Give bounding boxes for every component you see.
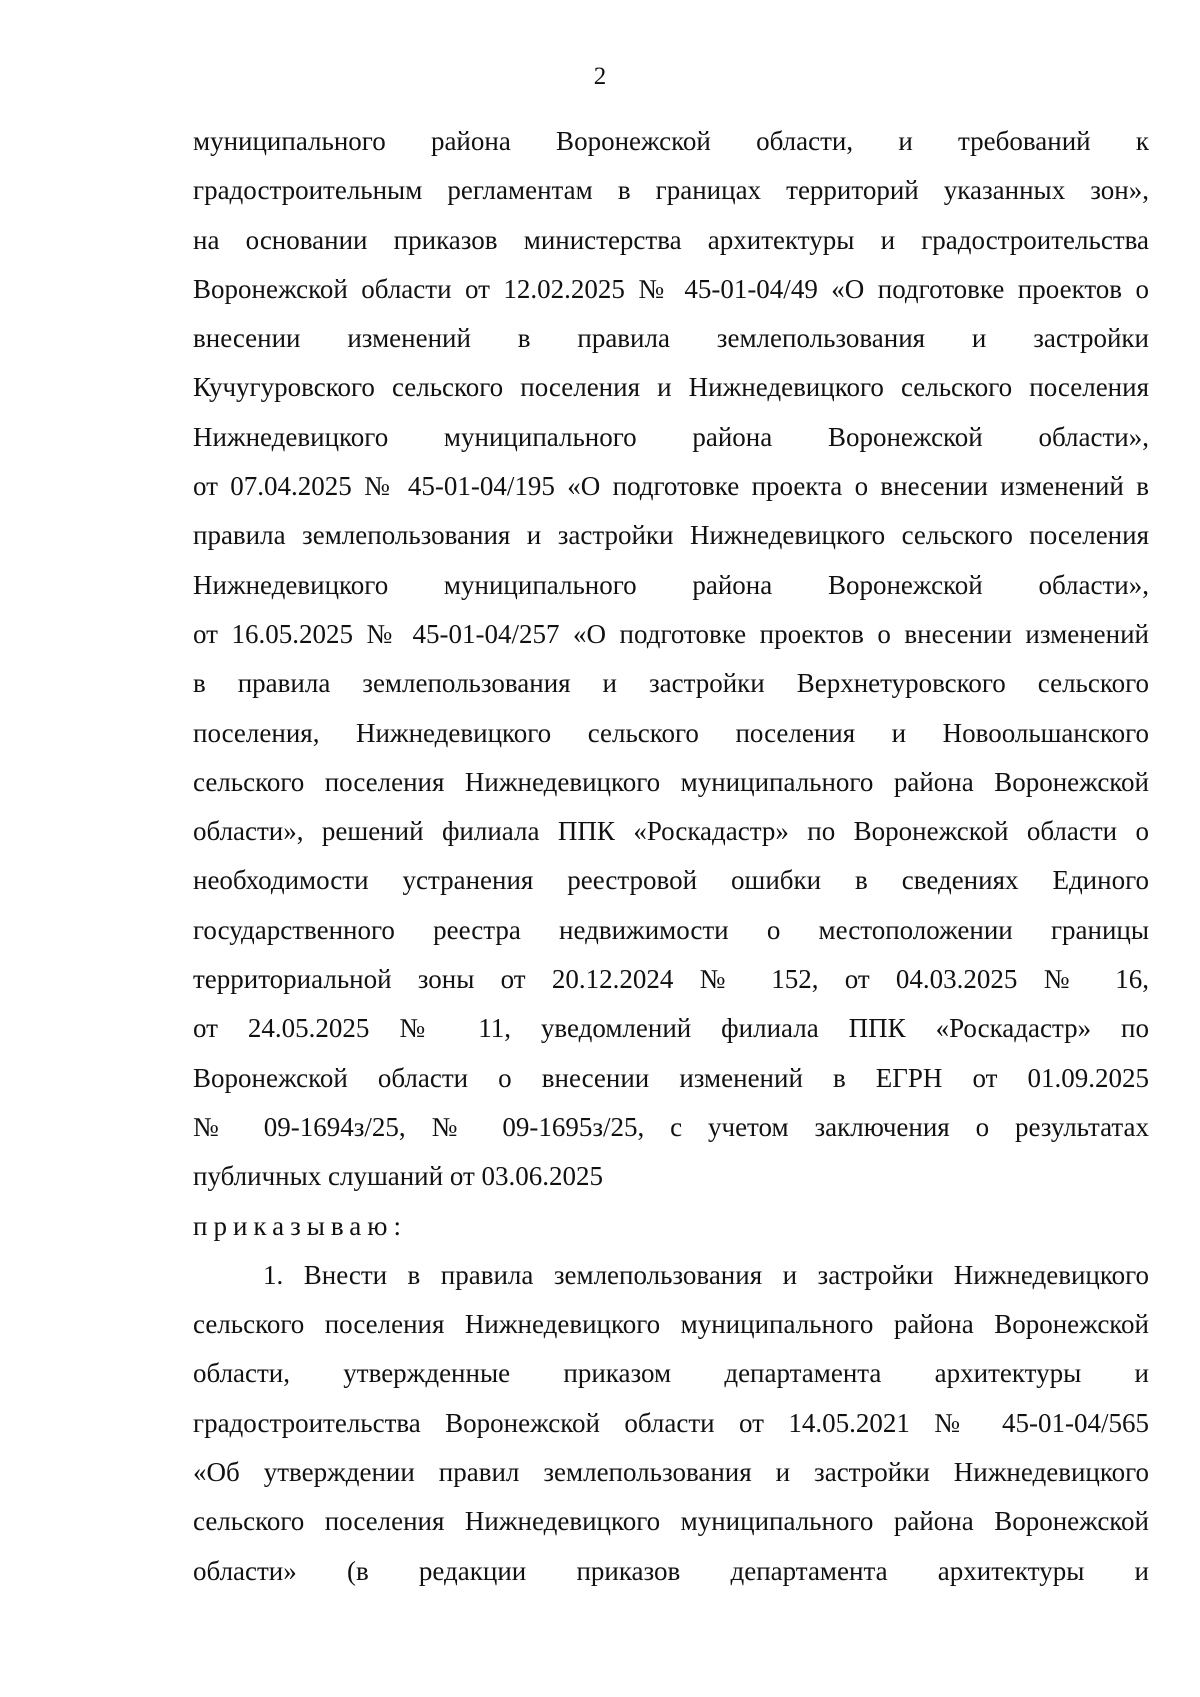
document-body — [193, 117, 1149, 1596]
text-line: сельского поселения Нижнедевицкого муниципального района Воронежской — [193, 766, 1149, 797]
text-line: муниципального района Воронежской области, и требований к — [193, 126, 1149, 156]
text-line: области» (в редакции приказов департамента архитектуры и — [193, 1555, 1149, 1586]
text-line: внесении изменений в правила землепользования и застройки — [193, 323, 1149, 354]
text-line: № 09-1694з/25, № 09-1695з/25, с учетом заключения о результатах — [193, 1111, 1149, 1142]
text-line: «Об утверждении правил землепользования и застройки Нижнедевицкого — [193, 1457, 1149, 1488]
text-line: сельского поселения Нижнедевицкого муниципального района Воронежской — [193, 1309, 1149, 1340]
text-line: поселения, Нижнедевицкого сельского поселения и Новоольшанского — [193, 717, 1149, 748]
text-line: приказываю: — [193, 1210, 407, 1241]
text-line: градостроительства Воронежской области от 14.05.2021 № 45-01-04/565 — [193, 1407, 1149, 1438]
text-line: на основании приказов министерства архитектуры и градостроительства — [193, 224, 1149, 255]
text-line: Воронежской области от 12.02.2025 № 45-01-04/49 «О подготовке проектов о — [193, 273, 1149, 304]
text-line: необходимости устранения реестровой ошибки в сведениях Единого — [193, 865, 1149, 896]
text-line: Нижнедевицкого муниципального района Воронежской области», — [193, 569, 1149, 600]
text-line: области», решений филиала ППК «Роскадастр» по Воронежской области о — [193, 816, 1149, 847]
text-line: сельского поселения Нижнедевицкого муниципального района Воронежской — [193, 1506, 1149, 1537]
text-line: области, утвержденные приказом департамента архитектуры и — [193, 1358, 1149, 1389]
text-line: от 24.05.2025 № 11, уведомлений филиала ППК «Роскадастр» по — [193, 1013, 1149, 1044]
text-line: Нижнедевицкого муниципального района Воронежской области», — [193, 421, 1149, 452]
text-line: Кучугуровского сельского поселения и Нижнедевицкого сельского поселения — [193, 372, 1149, 403]
text-line: государственного реестра недвижимости о местоположении границы — [193, 914, 1149, 945]
text-line: Воронежской области о внесении изменений в ЕГРН от 01.09.2025 — [193, 1062, 1149, 1093]
text-line: правила землепользования и застройки Нижнедевицкого сельского поселения — [193, 520, 1149, 551]
text-line: градостроительным регламентам в границах территорий указанных зон», — [193, 175, 1149, 206]
text-line: публичных слушаний от 03.06.2025 — [193, 1161, 604, 1192]
text-line: от 16.05.2025 № 45-01-04/257 «О подготовке проектов о внесении изменений — [193, 618, 1149, 649]
text-line: от 07.04.2025 № 45-01-04/195 «О подготовке проекта о внесении изменений в — [193, 471, 1149, 502]
text-line: территориальной зоны от 20.12.2024 № 152, от 04.03.2025 № 16, — [193, 964, 1149, 995]
text-line: в правила землепользования и застройки Верхнетуровского сельского — [193, 668, 1149, 699]
page-number: 2 — [593, 63, 607, 90]
text-line: 1. Внести в правила землепользования и застройки Нижнедевицкого — [263, 1259, 1149, 1290]
